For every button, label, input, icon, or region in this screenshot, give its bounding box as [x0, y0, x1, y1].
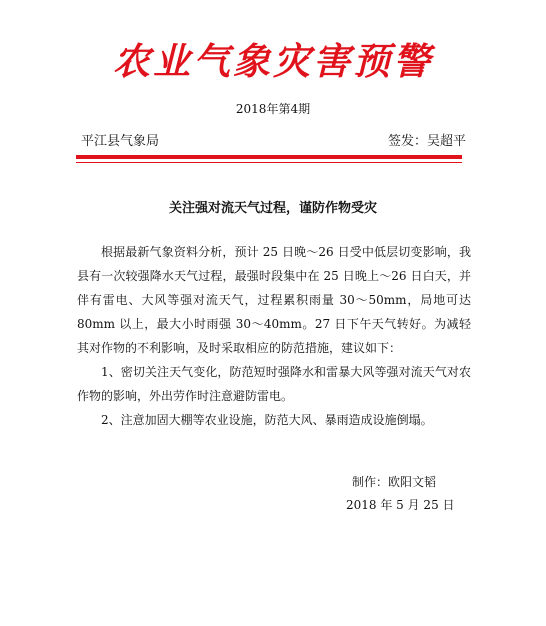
- issuing-agency: 平江县气象局: [81, 134, 160, 149]
- red-divider-thick: [76, 155, 462, 159]
- publish-date: 2018 年 5 月 25 日: [346, 498, 455, 512]
- suggestion-item: 2、注意加固大棚等农业设施，防范大风、暴雨造成设施倒塌。: [101, 413, 433, 427]
- suggestion-item: 1、密切关注天气变化，防范短时强降水和雷暴大风等强对流天气对农作物的影响，外出劳作时注意避防雷电。: [77, 365, 471, 403]
- body-paragraph: 根据最新气象资料分析，预计 25 日晚～26 日受中低层切变影响，我县有一次较强降水天气过程，最强时段集中在 25 日晚上～26 日白天，并伴有雷电、大风等强对流天气，过程累积雨量 30～50mm，局地可达 80mm 以上，最大小时雨强 30～40mm。27 日下午天气转好。为减轻其对作物的不利影响，及时采取相应的防范措施，建议如下：: [77, 245, 471, 355]
- red-divider-thin: [76, 162, 462, 163]
- signer: 签发：吴超平: [387, 134, 466, 149]
- author-credit: 制作：欧阳文韬: [352, 475, 437, 489]
- article-body: [77, 240, 471, 432]
- issue-number: 2018年第4期: [235, 102, 311, 116]
- article-headline: 关注强对流天气过程，谨防作物受灾: [168, 201, 377, 216]
- document-title: 农业气象灾害预警: [113, 39, 433, 83]
